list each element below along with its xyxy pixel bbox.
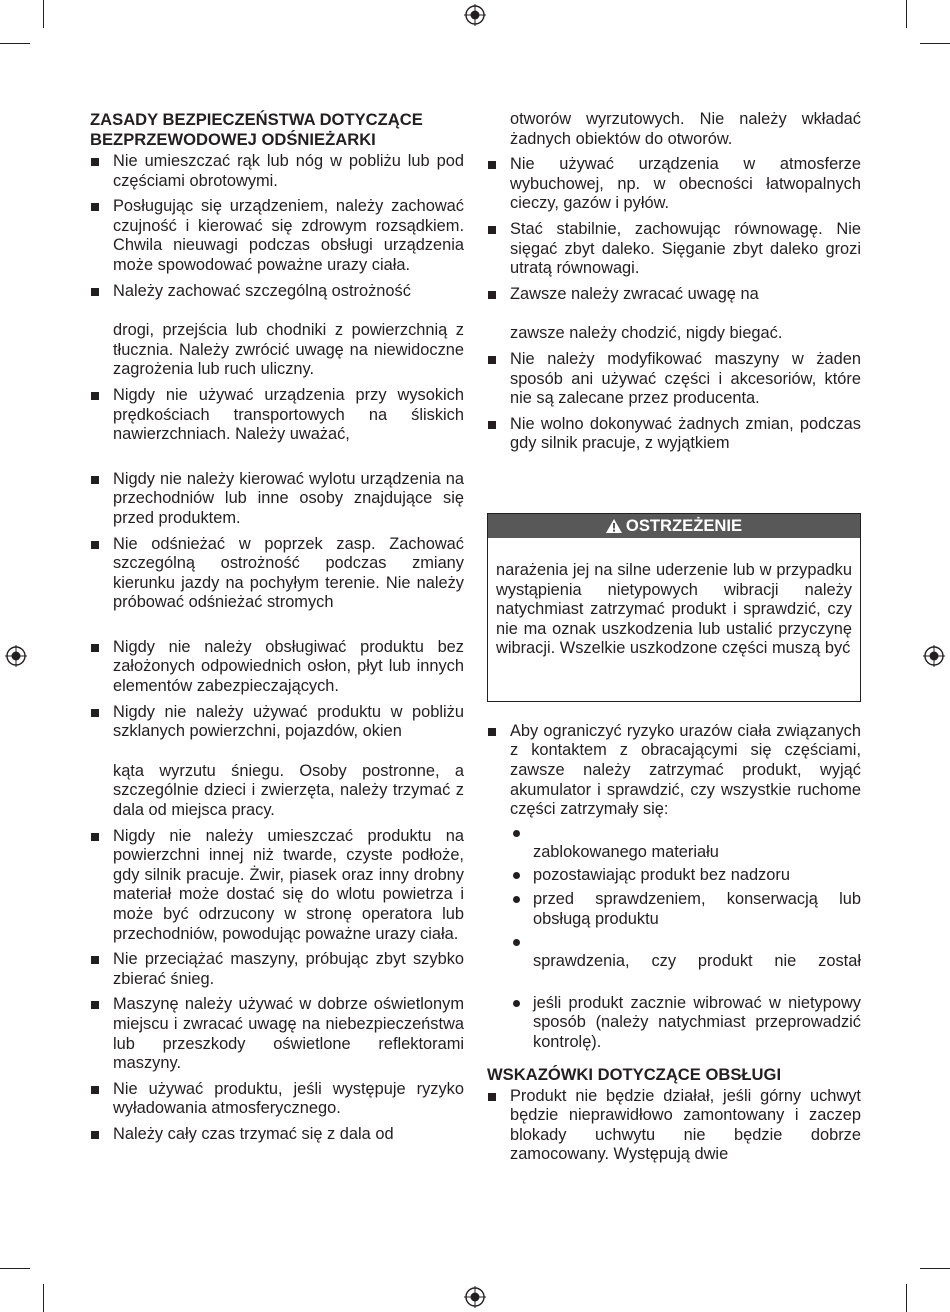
warning-triangle-icon bbox=[606, 519, 622, 533]
crop-mark bbox=[906, 0, 907, 28]
sub-list bbox=[510, 994, 861, 1053]
left-column bbox=[90, 110, 464, 1151]
list-item: Nigdy nie należy umieszczać produktu na powierzchni innej niż twarde, czyste podłoże, gdy silnik pracuje. Żwir, piasek oraz inny drobny materiał może dostać się do wlotu powietrza i może być odrzucony w stronę operatora lub przechodniów, powodując poważne urazy ciała. bbox=[90, 827, 464, 945]
paragraph-continuation: kąta wyrzutu śniegu. Osoby postronne, a szczególnie dzieci i zwierzęta, należy trzymać z dala od miejsca pracy. bbox=[113, 761, 464, 820]
section-heading: WSKAZÓWKI DOTYCZĄCE OBSŁUGI bbox=[487, 1064, 782, 1084]
list-item: Nigdy nie należy używać produktu w pobliżu szklanych powierzchni, pojazdów, okien bbox=[90, 703, 464, 742]
registration-mark-icon bbox=[464, 4, 486, 26]
safety-list bbox=[487, 155, 861, 304]
list-item: Produkt nie będzie działał, jeśli górny uchwyt będzie nieprawidłowo zamontowany i zaczep blokady uchwytu nie będzie dobrze zamocowany. Występują dwie bbox=[487, 1087, 861, 1165]
list-item: Posługując się urządzeniem, należy zachować czujność i kierować się zdrowym rozsądkiem. Chwila nieuwagi podczas obsługi urządzenia może spowodować poważne urazy ciała. bbox=[90, 197, 464, 275]
list-item: Maszynę należy używać w dobrze oświetlonym miejscu i zwracać uwagę na niebezpieczeństwa lub przeszkody oświetlone reflektorami maszyny. bbox=[90, 995, 464, 1073]
sub-list bbox=[510, 824, 861, 843]
list-item-text: Aby ograniczyć ryzyko urazów ciała związanych z kontaktem z obracającymi się częściami, zawsze należy zatrzymać produkt, wyjąć akumulator i sprawdzić, czy wszystkie ruchome części zatrzymały się: bbox=[510, 721, 861, 819]
crop-mark bbox=[920, 1268, 950, 1269]
warning-title-bar bbox=[488, 514, 860, 538]
sub-list-item: przed sprawdzeniem, konserwacją lub obsługą produktu bbox=[510, 890, 861, 929]
list-item: Należy cały czas trzymać się z dala od bbox=[90, 1125, 464, 1145]
list-item: Nigdy nie używać urządzenia przy wysokich prędkościach transportowych na śliskich nawierzchniach. Należy uważać, bbox=[90, 386, 464, 445]
section-heading: ZASADY BEZPIECZEŃSTWA DOTYCZĄCE BEZPRZEWODOWEJ ODŚNIEŻARKI bbox=[90, 110, 423, 149]
list-item: Nie odśnieżać w poprzek zasp. Zachować szczególną ostrożność podczas zmiany kierunku jazdy na pochyłym terenie. Nie należy próbować odśnieżać stromych bbox=[90, 535, 464, 613]
paragraph-continuation: sprawdzenia, czy produkt nie został bbox=[533, 952, 861, 971]
list-item: Nie wolno dokonywać żadnych zmian, podczas gdy silnik pracuje, z wyjątkiem bbox=[487, 415, 861, 454]
crop-mark bbox=[920, 43, 950, 44]
list-item: Nie umieszczać rąk lub nóg w pobliżu lub pod częściami obrotowymi. bbox=[90, 152, 464, 191]
crop-mark bbox=[906, 1284, 907, 1312]
warning-body: narażenia jej na silne uderzenie lub w przypadku wystąpienia nietypowych wibracji należy natychmiast zatrzymać produkt i sprawdzić, czy nie ma oznak uszkodzenia lub ustalić przyczynę wibracji. Wszelkie uszkodzone części muszą być bbox=[496, 560, 852, 658]
safety-list bbox=[90, 386, 464, 742]
paragraph-continuation: zablokowanego materiału bbox=[533, 842, 719, 861]
paragraph-continuation: drogi, przejścia lub chodniki z powierzchnią z tłucznia. Należy zwrócić uwagę na niewidoczne zagrożenia lub ruch uliczny. bbox=[113, 321, 464, 379]
warning-box bbox=[487, 513, 861, 702]
registration-mark-icon bbox=[464, 1286, 486, 1308]
list-item: Nigdy nie należy kierować wylotu urządzenia na przechodniów lub inne osoby znajdujące się przed produktem. bbox=[90, 470, 464, 529]
list-item: Nie przeciążać maszyny, próbując zbyt szybko zbierać śnieg. bbox=[90, 950, 464, 989]
list-item: Nie należy modyfikować maszyny w żaden sposób ani używać części i akcesoriów, które nie są zalecane przez producenta. bbox=[487, 350, 861, 409]
list-item: Stać stabilnie, zachowując równowagę. Nie sięgać zbyt daleko. Sięganie zbyt daleko grozi utratą równowagi. bbox=[487, 220, 861, 279]
sub-list-item: pozostawiając produkt bez nadzoru bbox=[510, 866, 861, 886]
safety-list bbox=[487, 1087, 861, 1165]
safety-list bbox=[90, 152, 464, 301]
safety-list bbox=[90, 827, 464, 1145]
crop-mark bbox=[43, 1284, 44, 1312]
sub-list-item bbox=[510, 824, 861, 843]
sub-list-item bbox=[510, 933, 861, 952]
safety-list bbox=[487, 722, 861, 1053]
list-item: Należy zachować szczególną ostrożność bbox=[90, 282, 464, 302]
crop-mark bbox=[0, 43, 30, 44]
registration-mark-icon bbox=[923, 645, 945, 667]
list-item: Zawsze należy zwracać uwagę na bbox=[487, 285, 861, 305]
list-item: Nie używać urządzenia w atmosferze wybuchowej, np. w obecności łatwopalnych cieczy, gazów i pyłów. bbox=[487, 155, 861, 214]
paragraph-continuation: zawsze należy chodzić, nigdy biegać. bbox=[510, 324, 783, 343]
list-item: Nie używać produktu, jeśli występuje ryzyko wyładowania atmosferycznego. bbox=[90, 1080, 464, 1119]
crop-mark bbox=[0, 1268, 30, 1269]
safety-list bbox=[487, 350, 861, 454]
registration-mark-icon bbox=[5, 645, 27, 667]
sub-list bbox=[510, 866, 861, 952]
right-column bbox=[487, 110, 861, 1171]
list-item bbox=[487, 722, 861, 1053]
list-item: Nigdy nie należy obsługiwać produktu bez założonych odpowiednich osłon, płyt lub innych elementów zabezpieczających. bbox=[90, 638, 464, 697]
warning-title: OSTRZEŻENIE bbox=[625, 515, 743, 535]
paragraph-continuation: otworów wyrzutowych. Nie należy wkładać żadnych obiektów do otworów. bbox=[510, 110, 861, 148]
crop-mark bbox=[43, 0, 44, 28]
sub-list-item: jeśli produkt zacznie wibrować w nietypowy sposób (należy natychmiast przeprowadzić kontrolę). bbox=[510, 994, 861, 1053]
